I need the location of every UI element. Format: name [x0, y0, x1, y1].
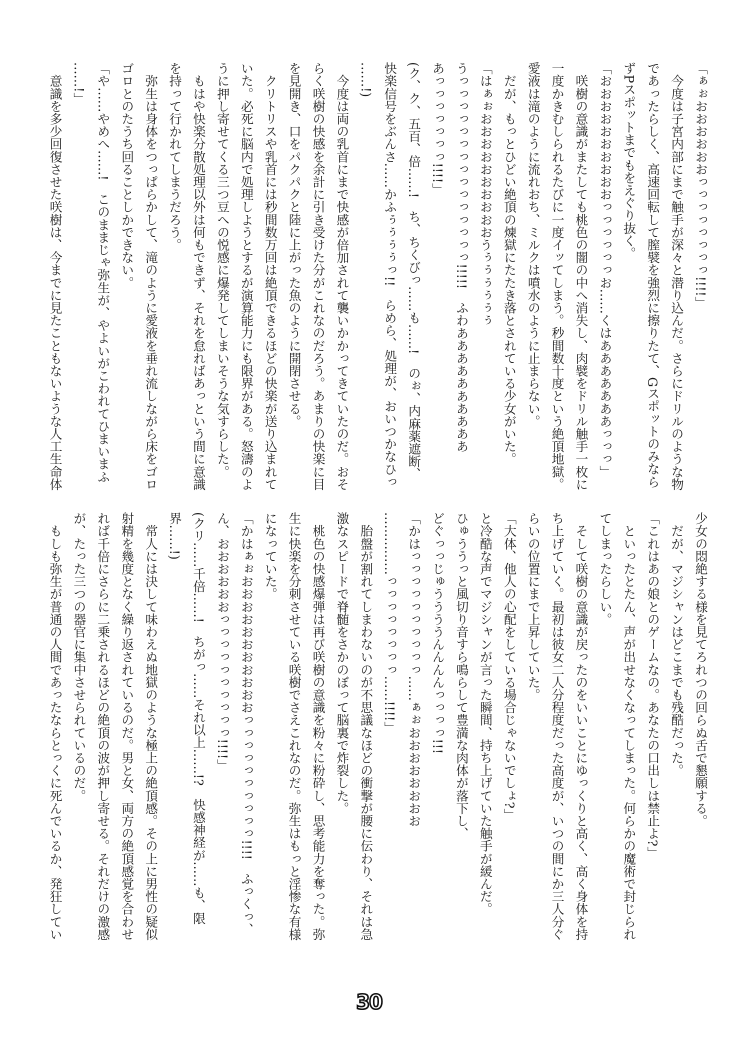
text-line: 「ぁぉおおおおおおっっっっっっっっ!!!!」 [693, 62, 708, 310]
text-line: どぐっっじゅううううんんんんっっっっ!!! [430, 512, 446, 754]
text-line: だが、マジシャンはどこまでも残酷だった。 [669, 512, 685, 777]
text-line: を持って行かれてしまうだろう。 [167, 62, 183, 251]
text-line: らいの位置にまで上昇していた。 [525, 512, 541, 701]
text-line: になっていた。 [262, 512, 278, 601]
text-line: てしまったらしい。 [597, 512, 613, 626]
text-line: ち上げていく。最初は彼女二人分程度だった高度が、いつの間にか三人分ぐ [549, 512, 565, 941]
text-line: 少女の悶絶する様を見てろれつの回らぬ舌で懇願する。 [693, 512, 708, 827]
text-line: 射精を幾度となく繰り返されているのだ。男と女、両方の絶頂感覚を合わせ [119, 512, 135, 941]
text-line: だが、もっとひどい絶頂の煉獄にたたき落とされている少女がいた。 [501, 62, 517, 466]
text-line: 生に快楽を分刺させている咲樹でさえこれなのだ。弥生はもっと淫惨な有様 [286, 512, 302, 941]
text-line: あっっっっっっっ!!!!」 [430, 62, 446, 196]
text-line: いた。必死に脳内で処理しようとするが演算能力にも限界がある。怒濤のよ [238, 62, 254, 491]
text-block-upper [32, 62, 712, 494]
text-line: らく咲樹の快感を余計に引き受けた分がこれなのだろう。あまりの快楽に目 [310, 62, 326, 491]
text-line: (ク、ク、五百、倍……! ち、ちくびっ……も……! のぉ、内麻薬遮断、 [406, 62, 422, 481]
text-line: ……………っっっっっっっっ……!!!!」 [382, 512, 398, 734]
text-block-lower [32, 512, 712, 964]
text-line: 「おおおおおおおおおおっっっっっっお……くはあああああああっっっ」 [597, 62, 613, 478]
text-line: 激なスピードで脊髄をさかのぼって脳裏で炸裂した。 [334, 512, 350, 815]
text-line: 今度は子宮内部にまで触手が深々と潜り込んだ。さらにドリルのような物 [669, 62, 685, 491]
text-line: 「大体、他人の心配をしている場合じゃないでしょ?」 [501, 512, 517, 822]
text-line: うに押し寄せてくる三つ豆への悦感に爆発してしまいそうな気すらした。 [214, 62, 230, 478]
text-line: 愛液は滝のように流れおち、ミルクは噴水のように止まらない。 [525, 62, 541, 428]
text-line: であったらしく、高速回転して膣襞を強烈に擦りたて、Gスポットのみなら [645, 62, 661, 488]
text-line: ……!) [358, 62, 374, 98]
text-line: うっっっっっっっっっっっっっっっ!!!!! ふわああああああああああ [453, 62, 469, 453]
text-line: もはや快楽分散処理以外は何もできず、それを怠ればあっという間に意識 [190, 62, 206, 491]
text-line: そして咲樹の意識が戻ったのをいいことにゆっくりと高く、高く身体を持 [573, 512, 589, 941]
text-line: 界……!) [167, 512, 183, 560]
text-line: 弥生は身体をつっぱらかして、滝のように愛液を垂れ流しながら床をゴロ [143, 62, 159, 491]
text-line: 桃色の快感爆弾は再び咲樹の意識を粉々に粉砕し、思考能力を奪った。弥 [310, 512, 326, 941]
text-line: ひゅううっと風切り音すら鳴らして豊満な肉体が落下し、 [453, 512, 469, 840]
text-line: 「や……やめへ……! このままじゃ弥生が、やよいがこわれてひまいまふ [95, 62, 111, 483]
text-line: ゴロとのたうち回ることしかできない。 [119, 62, 135, 289]
text-line: 一度かきむしられるたびに一度イッてしまう。秒間数十度という絶頂地獄。 [549, 62, 565, 491]
text-line: といったとたん、声が出せなくなってしまった。何らかの魔術で封じられ [621, 512, 637, 941]
text-line: 「はぁぉおおおおおおおおおおうぅぅぅぅぅぅ [477, 62, 493, 327]
text-line: ずPスポットまでもをえぐり抜く。 [621, 62, 637, 260]
text-line: 咲樹の意識がまたしても桃色の闇の中へ消失し、肉襞をドリル触手一枚に [573, 62, 589, 491]
text-line: と冷酷な声でマジシャンが言った瞬間、持ち上げていた触手が緩んだ。 [477, 512, 493, 916]
text-line: 「かはぁぉおおおおおおおおおおおっっっっっっっっっっ!!!! ふっくっ、 [238, 512, 254, 936]
text-line: クリトリスや乳首には秒間数万回は絶頂できるほどの快楽が送り込まれて [262, 62, 278, 491]
text-line: が、たった三つの器官に集中させられているのだ。 [71, 512, 87, 802]
text-line: れば千倍にさらに二乗されるほどの絶頂の波が押し寄せる。それだけの激感 [95, 512, 111, 941]
text-line: 胎盤が割れてしまわないのが不思議なほどの衝撃が腰に伝わり、それは急 [358, 512, 374, 941]
text-line: ん、おおおおおおっっっっっっっっっっ!!!!」 [214, 512, 230, 772]
text-line: 今度は両の乳首にまで快感が倍加されて襲いかかってきていたのだ。おそ [334, 62, 350, 491]
text-line: 常人には決して味わえぬ地獄のような極上の絶頂感。その上に男性の疑似 [143, 512, 159, 941]
text-line: 快楽信号をぶんさ……かふぅぅぅぅっ!! らめら、処理が、おいつかなひっ [382, 62, 398, 488]
text-line: 意識を多少回復させた咲樹は、今までに見たこともないような人工生命体 [47, 62, 63, 491]
text-line: (クリ……千倍……! ちがっ……それ以上……!? 快感神経が……も、限 [190, 512, 206, 925]
text-line: ……!」 [71, 62, 87, 105]
text-line: を見開き、口をパクパクと陸に上がった魚のように開閉させる。 [286, 62, 302, 428]
text-line: 「かはっっっっっっっっっっ……ぁぉおおおおおおおお [406, 512, 422, 827]
text-line: もしも弥生が普通の人間であったならとっくに死んでいるか、発狂してい [47, 512, 63, 941]
text-line: 「これはあの娘とのゲームなの。あなたの口出しは禁止よ?」 [645, 512, 661, 859]
page-number: 30 [356, 990, 382, 1014]
